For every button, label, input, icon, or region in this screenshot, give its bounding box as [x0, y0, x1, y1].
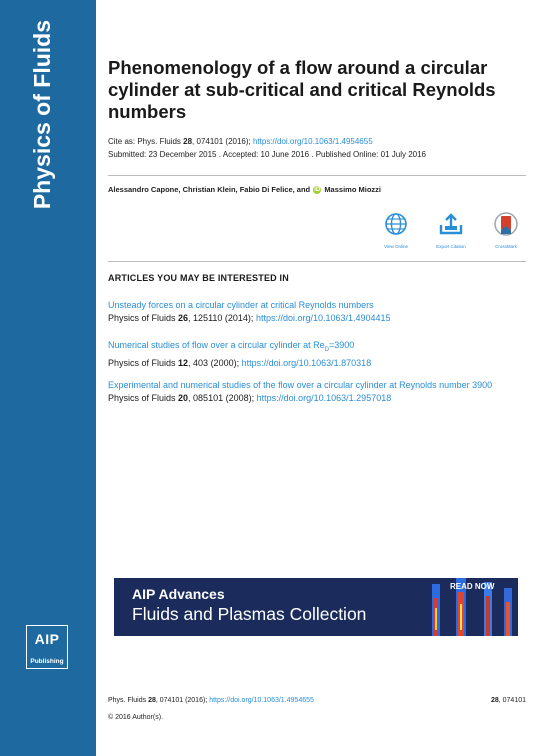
related-title-subscript: D: [324, 346, 329, 353]
copyright: © 2016 Author(s).: [108, 714, 163, 721]
page-volume: 28: [490, 697, 499, 704]
crossmark-label: CrossMark: [495, 244, 517, 249]
footer-cite-volume: 28: [148, 697, 156, 704]
related-articles-heading: ARTICLES YOU MAY BE INTERESTED IN: [108, 273, 289, 283]
cite-prefix: Cite as: Phys. Fluids: [108, 137, 184, 146]
page-number: [491, 697, 526, 704]
related-volume: 12: [178, 357, 189, 368]
related-article-title[interactable]: [108, 339, 523, 357]
orcid-icon[interactable]: iD: [314, 187, 321, 194]
paper-title: Phenomenology of a flow around a circular cylinder at sub-critical and critical Reynolds numbers: [108, 57, 496, 122]
related-article-citation: [108, 312, 523, 325]
related-journal: Physics of Fluids: [108, 313, 179, 323]
banner-collection: Fluids and Plasmas Collection: [132, 604, 367, 624]
divider: [108, 175, 526, 176]
related-article: [108, 339, 523, 370]
paper-doi-link[interactable]: https://doi.org/10.1063/1.4954655: [252, 137, 373, 146]
aip-publishing-logo[interactable]: [26, 625, 68, 669]
related-doi-link[interactable]: https://doi.org/10.1063/1.870318: [241, 357, 372, 368]
view-online-label: View Online: [384, 244, 408, 249]
banner-journal: AIP Advances: [132, 586, 225, 602]
crossmark-button[interactable]: [484, 210, 528, 249]
journal-name: Physics of Fluids: [29, 20, 55, 210]
footer-cite-rest: , 074101 (2016);: [155, 697, 210, 704]
related-article-title[interactable]: Experimental and numerical studies of the flow over a circular cylinder at Reynolds number 3900: [108, 380, 493, 390]
footer-citation: [108, 697, 314, 704]
publication-dates: Submitted: 23 December 2015 . Accepted: 10 June 2016 . Published Online: 01 July 2016: [108, 150, 426, 159]
related-doi-link[interactable]: https://doi.org/10.1063/1.4904415: [255, 313, 391, 323]
read-now-button[interactable]: READ NOW: [450, 582, 495, 591]
related-article-citation: [108, 392, 523, 405]
related-article-citation: [108, 357, 523, 370]
author-miozzi[interactable]: Massimo Miozzi: [324, 185, 381, 194]
related-doi-link[interactable]: https://doi.org/10.1063/1.2957018: [256, 393, 392, 403]
logo-text: AIP: [34, 631, 60, 647]
globe-icon: [382, 210, 410, 238]
aip-advances-banner[interactable]: [114, 578, 518, 636]
cite-rest: , 074101 (2016);: [192, 137, 253, 146]
page-article-number: , 074101: [498, 697, 526, 704]
author-list: [108, 185, 381, 194]
export-citation-button[interactable]: [429, 210, 473, 249]
export-citation-label: Export Citation: [436, 244, 466, 249]
related-journal: Physics of Fluids: [108, 393, 179, 403]
related-title-end: =3900: [328, 340, 355, 350]
related-volume: 26: [178, 313, 189, 323]
export-icon: [437, 210, 465, 238]
divider: [108, 261, 526, 262]
related-volume: 20: [178, 393, 189, 403]
related-pages: , 403 (2000);: [188, 357, 242, 368]
related-title-text: Numerical studies of flow over a circular cylinder at Re: [108, 340, 325, 350]
related-pages: , 085101 (2008);: [188, 393, 257, 403]
journal-sidebar: [0, 0, 96, 756]
citation-line: [108, 137, 373, 146]
logo-subtext: Publishing: [30, 658, 64, 665]
related-article-title[interactable]: Unsteady forces on a circular cylinder at critical Reynolds numbers: [108, 300, 374, 310]
authors-text[interactable]: Alessandro Capone, Christian Klein, Fabio Di Felice, and: [108, 185, 313, 194]
footer-cite-prefix: Phys. Fluids: [108, 697, 149, 704]
view-online-button[interactable]: [374, 210, 418, 249]
related-article: [108, 379, 523, 405]
footer-doi-link[interactable]: https://doi.org/10.1063/1.4954655: [209, 697, 314, 704]
related-article: [108, 299, 523, 325]
related-pages: , 125110 (2014);: [188, 313, 256, 323]
crossmark-icon: [492, 210, 520, 238]
cite-volume: 28: [183, 137, 193, 146]
related-journal: Physics of Fluids: [108, 357, 179, 368]
